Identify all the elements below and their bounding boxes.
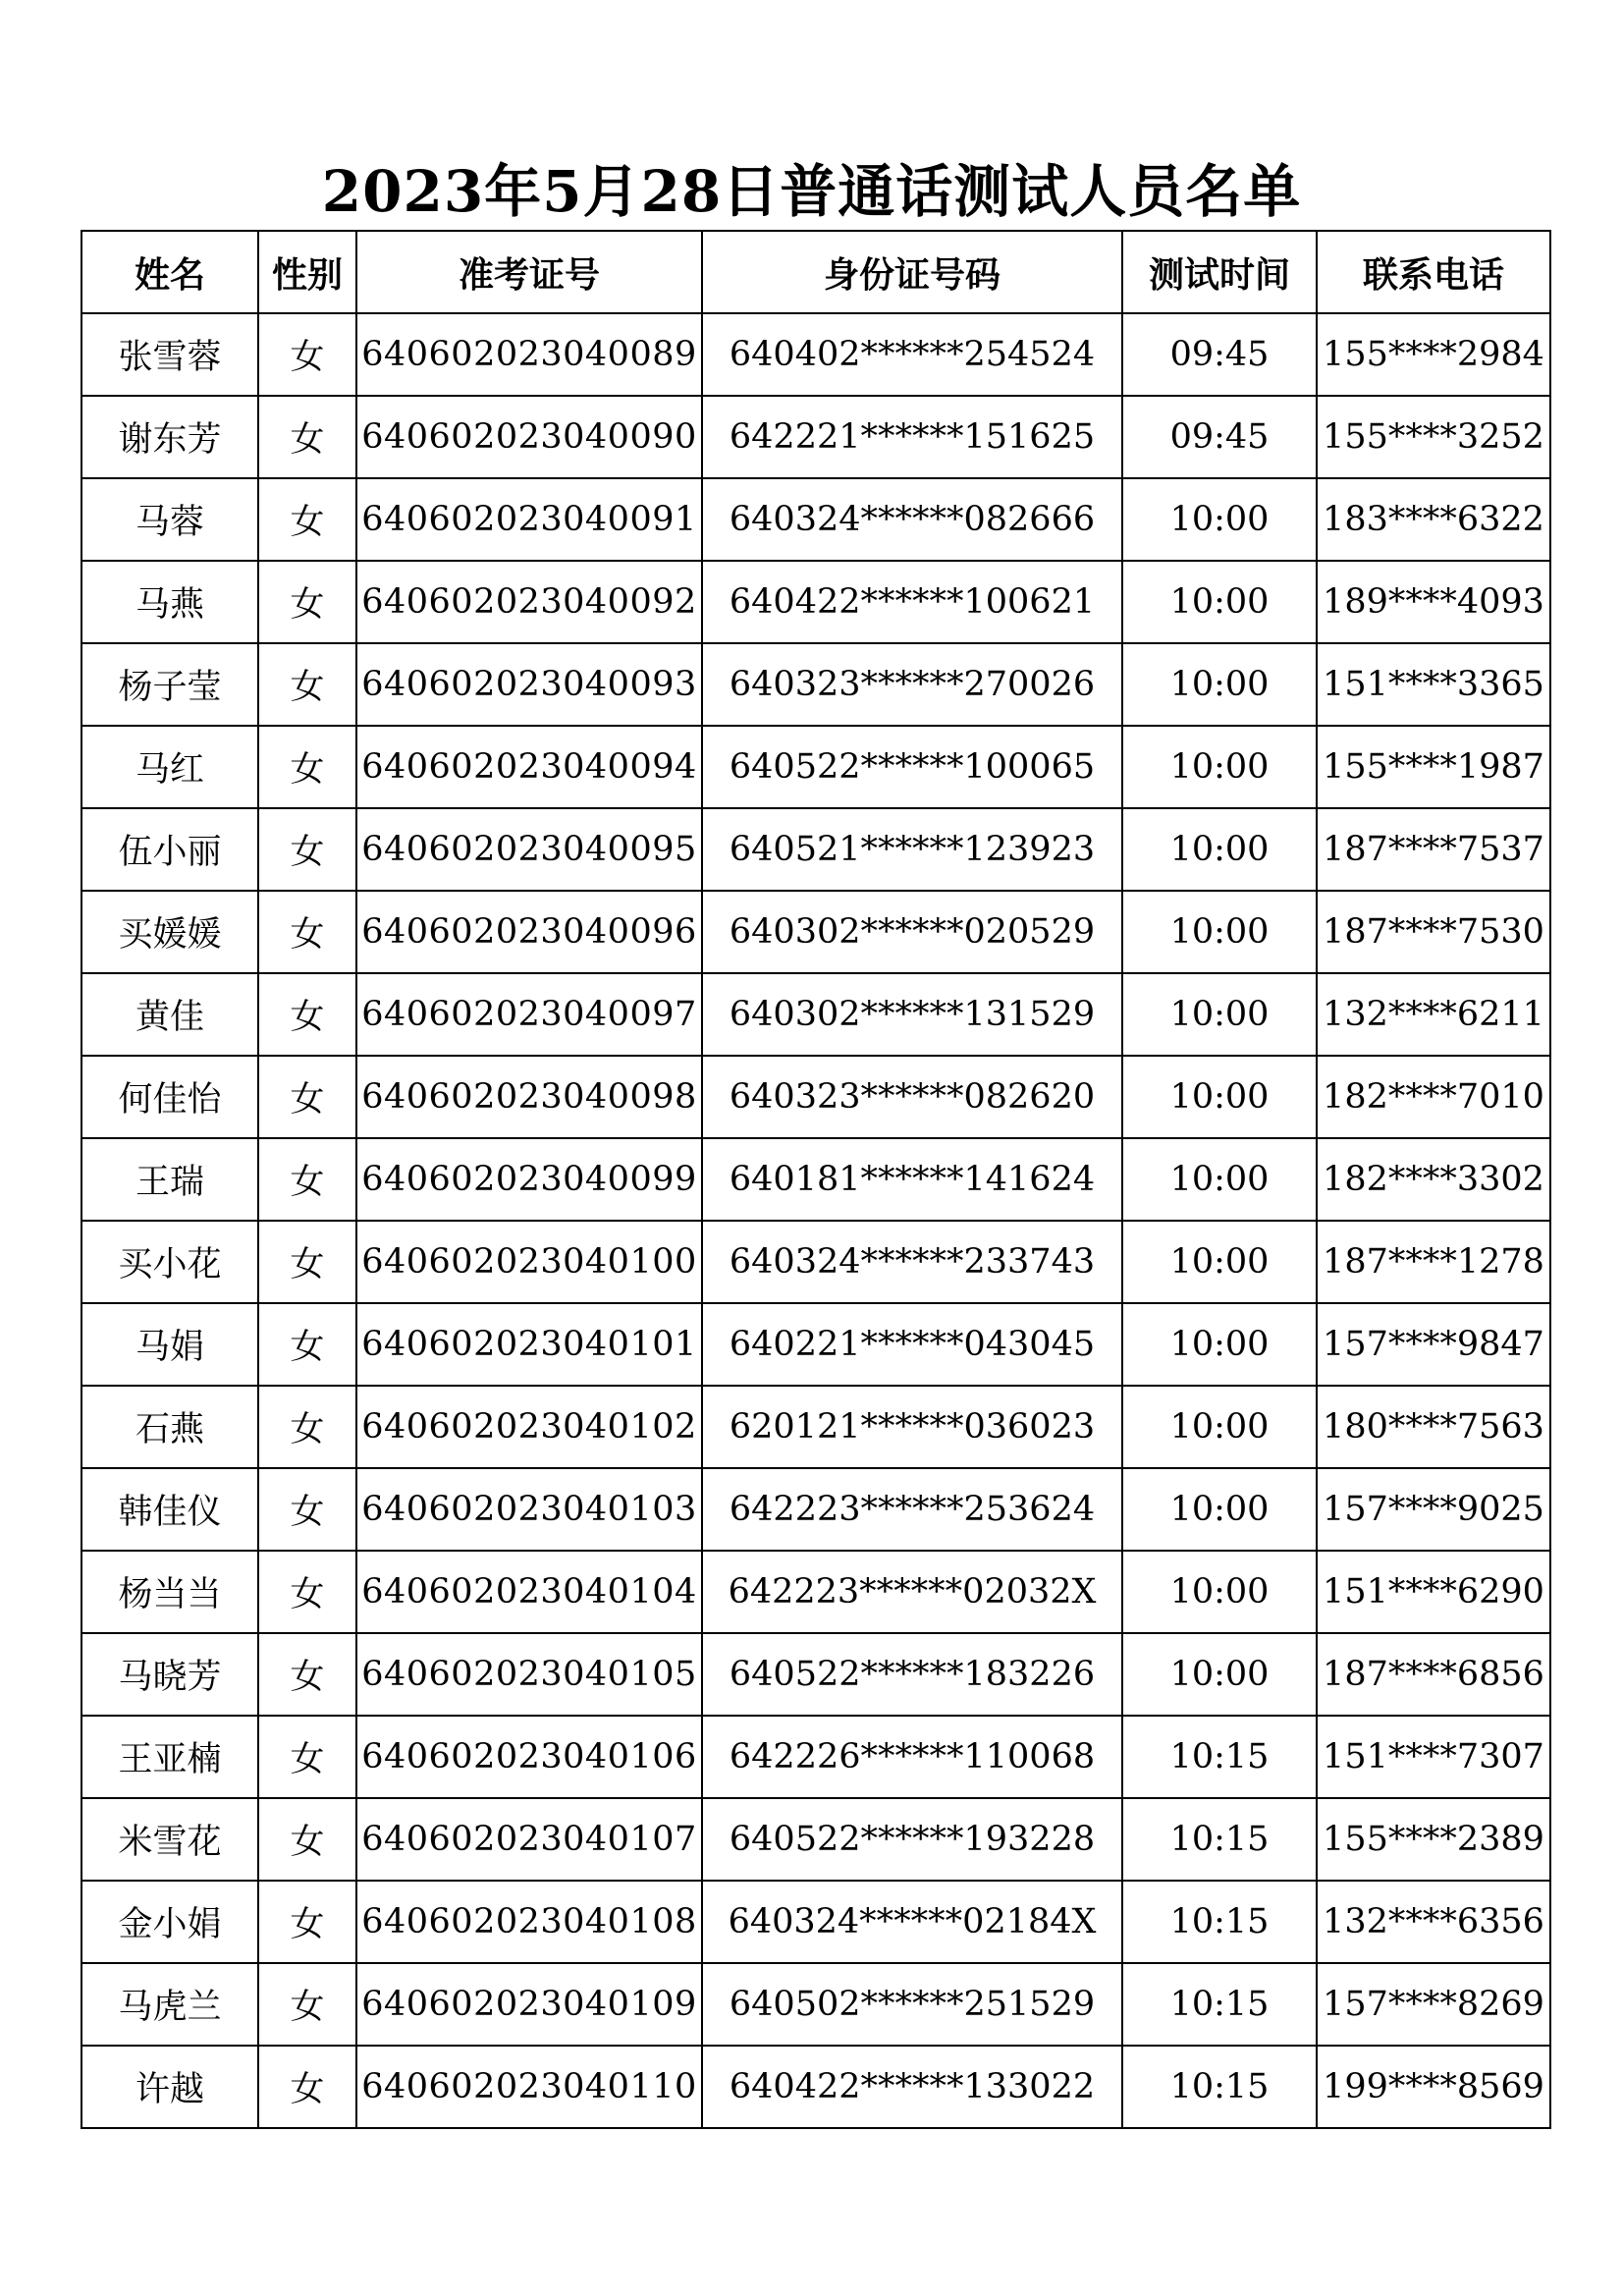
cell-test-time: 10:00	[1122, 1633, 1317, 1716]
table-row	[81, 1963, 1550, 2046]
cell-name: 马娟	[81, 1303, 258, 1386]
cell-test-time: 10:00	[1122, 1221, 1317, 1303]
cell-gender: 女	[258, 313, 356, 396]
header-ticket: 准考证号	[356, 231, 702, 313]
cell-gender: 女	[258, 891, 356, 973]
cell-ticket: 640602023040090	[356, 396, 702, 478]
cell-id-number: 642226******110068	[702, 1716, 1122, 1798]
cell-phone: 183****6322	[1317, 478, 1550, 561]
cell-gender: 女	[258, 973, 356, 1056]
header-phone: 联系电话	[1317, 231, 1550, 313]
cell-name: 买媛媛	[81, 891, 258, 973]
cell-phone: 151****7307	[1317, 1716, 1550, 1798]
cell-id-number: 640324******082666	[702, 478, 1122, 561]
cell-ticket: 640602023040105	[356, 1633, 702, 1716]
cell-ticket: 640602023040104	[356, 1551, 702, 1633]
cell-name: 马燕	[81, 561, 258, 643]
cell-ticket: 640602023040098	[356, 1056, 702, 1138]
cell-test-time: 10:15	[1122, 1963, 1317, 2046]
cell-name: 马晓芳	[81, 1633, 258, 1716]
cell-ticket: 640602023040100	[356, 1221, 702, 1303]
cell-test-time: 10:00	[1122, 478, 1317, 561]
cell-gender: 女	[258, 396, 356, 478]
cell-gender: 女	[258, 1468, 356, 1551]
cell-id-number: 640181******141624	[702, 1138, 1122, 1221]
cell-gender: 女	[258, 1633, 356, 1716]
cell-phone: 182****7010	[1317, 1056, 1550, 1138]
cell-test-time: 10:15	[1122, 1881, 1317, 1963]
table-row	[81, 1468, 1550, 1551]
cell-gender: 女	[258, 1798, 356, 1881]
cell-test-time: 09:45	[1122, 396, 1317, 478]
table-row	[81, 561, 1550, 643]
cell-id-number: 640422******100621	[702, 561, 1122, 643]
table-row	[81, 1633, 1550, 1716]
cell-id-number: 640324******02184X	[702, 1881, 1122, 1963]
header-row	[81, 231, 1550, 313]
cell-id-number: 642221******151625	[702, 396, 1122, 478]
table-row	[81, 396, 1550, 478]
cell-id-number: 640324******233743	[702, 1221, 1122, 1303]
cell-phone: 187****7537	[1317, 808, 1550, 891]
header-test-time: 测试时间	[1122, 231, 1317, 313]
cell-name: 伍小丽	[81, 808, 258, 891]
cell-phone: 155****3252	[1317, 396, 1550, 478]
cell-gender: 女	[258, 1881, 356, 1963]
cell-phone: 187****7530	[1317, 891, 1550, 973]
table-row	[81, 1551, 1550, 1633]
cell-gender: 女	[258, 808, 356, 891]
cell-name: 杨子莹	[81, 643, 258, 726]
cell-id-number: 640221******043045	[702, 1303, 1122, 1386]
table-row	[81, 973, 1550, 1056]
table-row	[81, 643, 1550, 726]
cell-name: 马虎兰	[81, 1963, 258, 2046]
cell-name: 何佳怡	[81, 1056, 258, 1138]
cell-id-number: 640323******082620	[702, 1056, 1122, 1138]
cell-gender: 女	[258, 1386, 356, 1468]
cell-ticket: 640602023040102	[356, 1386, 702, 1468]
table-row	[81, 313, 1550, 396]
cell-ticket: 640602023040101	[356, 1303, 702, 1386]
cell-ticket: 640602023040103	[356, 1468, 702, 1551]
cell-ticket: 640602023040108	[356, 1881, 702, 1963]
cell-test-time: 10:00	[1122, 1056, 1317, 1138]
cell-name: 石燕	[81, 1386, 258, 1468]
cell-ticket: 640602023040109	[356, 1963, 702, 2046]
table-row	[81, 891, 1550, 973]
cell-gender: 女	[258, 1963, 356, 2046]
table-row	[81, 1138, 1550, 1221]
cell-phone: 157****8269	[1317, 1963, 1550, 2046]
roster-table	[81, 230, 1551, 2129]
table-row	[81, 1716, 1550, 1798]
cell-gender: 女	[258, 478, 356, 561]
cell-phone: 189****4093	[1317, 561, 1550, 643]
roster-body	[81, 313, 1550, 2128]
header-gender: 性别	[258, 231, 356, 313]
cell-id-number: 640522******193228	[702, 1798, 1122, 1881]
cell-id-number: 642223******02032X	[702, 1551, 1122, 1633]
table-row	[81, 2046, 1550, 2128]
cell-gender: 女	[258, 1303, 356, 1386]
cell-gender: 女	[258, 1221, 356, 1303]
cell-ticket: 640602023040091	[356, 478, 702, 561]
cell-phone: 151****3365	[1317, 643, 1550, 726]
cell-gender: 女	[258, 1138, 356, 1221]
cell-id-number: 620121******036023	[702, 1386, 1122, 1468]
cell-test-time: 10:00	[1122, 891, 1317, 973]
cell-name: 黄佳	[81, 973, 258, 1056]
cell-id-number: 640502******251529	[702, 1963, 1122, 2046]
cell-gender: 女	[258, 1551, 356, 1633]
cell-gender: 女	[258, 643, 356, 726]
cell-ticket: 640602023040094	[356, 726, 702, 808]
table-row	[81, 1798, 1550, 1881]
cell-ticket: 640602023040092	[356, 561, 702, 643]
cell-phone: 157****9847	[1317, 1303, 1550, 1386]
cell-ticket: 640602023040095	[356, 808, 702, 891]
cell-ticket: 640602023040096	[356, 891, 702, 973]
cell-phone: 151****6290	[1317, 1551, 1550, 1633]
cell-name: 金小娟	[81, 1881, 258, 1963]
table-row	[81, 1881, 1550, 1963]
cell-gender: 女	[258, 1056, 356, 1138]
cell-name: 王瑞	[81, 1138, 258, 1221]
page-title: 2023年5月28日普通话测试人员名单	[321, 158, 1302, 225]
cell-id-number: 640323******270026	[702, 643, 1122, 726]
table-row	[81, 1303, 1550, 1386]
table-row	[81, 478, 1550, 561]
table-row	[81, 1386, 1550, 1468]
cell-name: 韩佳仪	[81, 1468, 258, 1551]
cell-test-time: 10:15	[1122, 1716, 1317, 1798]
cell-id-number: 640522******100065	[702, 726, 1122, 808]
cell-ticket: 640602023040093	[356, 643, 702, 726]
cell-name: 米雪花	[81, 1798, 258, 1881]
header-id-number: 身份证号码	[702, 231, 1122, 313]
cell-test-time: 10:00	[1122, 808, 1317, 891]
cell-id-number: 640422******133022	[702, 2046, 1122, 2128]
cell-ticket: 640602023040097	[356, 973, 702, 1056]
cell-test-time: 10:15	[1122, 2046, 1317, 2128]
cell-phone: 157****9025	[1317, 1468, 1550, 1551]
cell-name: 许越	[81, 2046, 258, 2128]
cell-test-time: 10:00	[1122, 973, 1317, 1056]
cell-name: 马蓉	[81, 478, 258, 561]
cell-phone: 155****2389	[1317, 1798, 1550, 1881]
cell-ticket: 640602023040106	[356, 1716, 702, 1798]
cell-gender: 女	[258, 2046, 356, 2128]
cell-ticket: 640602023040099	[356, 1138, 702, 1221]
cell-ticket: 640602023040089	[356, 313, 702, 396]
cell-test-time: 10:00	[1122, 726, 1317, 808]
cell-test-time: 10:00	[1122, 1468, 1317, 1551]
cell-test-time: 10:00	[1122, 643, 1317, 726]
cell-id-number: 640302******020529	[702, 891, 1122, 973]
cell-id-number: 640522******183226	[702, 1633, 1122, 1716]
cell-name: 买小花	[81, 1221, 258, 1303]
table-row	[81, 1056, 1550, 1138]
cell-test-time: 10:00	[1122, 1386, 1317, 1468]
table-row	[81, 808, 1550, 891]
cell-phone: 182****3302	[1317, 1138, 1550, 1221]
cell-test-time: 10:00	[1122, 1551, 1317, 1633]
cell-phone: 199****8569	[1317, 2046, 1550, 2128]
cell-phone: 180****7563	[1317, 1386, 1550, 1468]
cell-name: 张雪蓉	[81, 313, 258, 396]
cell-test-time: 10:00	[1122, 1303, 1317, 1386]
cell-gender: 女	[258, 726, 356, 808]
cell-phone: 155****1987	[1317, 726, 1550, 808]
cell-phone: 187****6856	[1317, 1633, 1550, 1716]
cell-id-number: 640402******254524	[702, 313, 1122, 396]
cell-phone: 155****2984	[1317, 313, 1550, 396]
cell-id-number: 642223******253624	[702, 1468, 1122, 1551]
cell-gender: 女	[258, 1716, 356, 1798]
cell-id-number: 640302******131529	[702, 973, 1122, 1056]
cell-name: 王亚楠	[81, 1716, 258, 1798]
cell-test-time: 09:45	[1122, 313, 1317, 396]
cell-phone: 187****1278	[1317, 1221, 1550, 1303]
table-row	[81, 726, 1550, 808]
cell-phone: 132****6211	[1317, 973, 1550, 1056]
cell-test-time: 10:00	[1122, 1138, 1317, 1221]
cell-gender: 女	[258, 561, 356, 643]
cell-ticket: 640602023040110	[356, 2046, 702, 2128]
cell-name: 杨当当	[81, 1551, 258, 1633]
cell-id-number: 640521******123923	[702, 808, 1122, 891]
cell-phone: 132****6356	[1317, 1881, 1550, 1963]
cell-ticket: 640602023040107	[356, 1798, 702, 1881]
cell-name: 马红	[81, 726, 258, 808]
cell-test-time: 10:15	[1122, 1798, 1317, 1881]
cell-name: 谢东芳	[81, 396, 258, 478]
header-name: 姓名	[81, 231, 258, 313]
table-row	[81, 1221, 1550, 1303]
cell-test-time: 10:00	[1122, 561, 1317, 643]
